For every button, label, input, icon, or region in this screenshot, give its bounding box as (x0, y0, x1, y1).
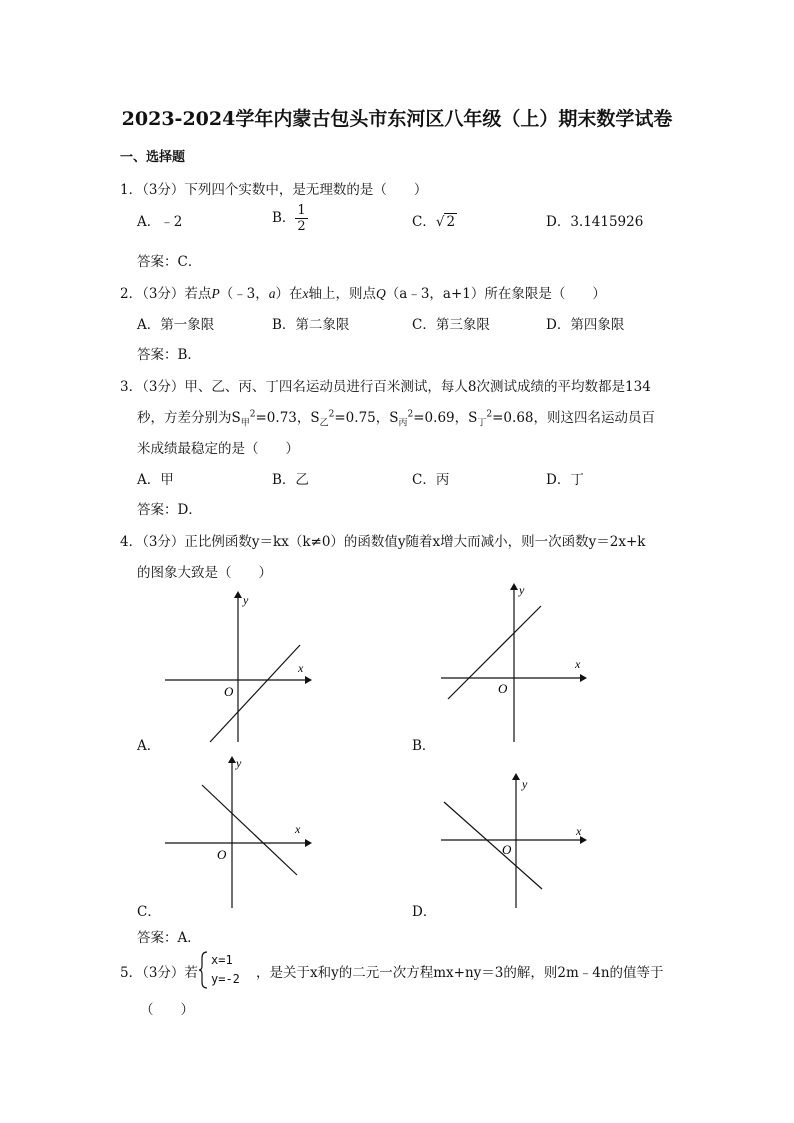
q2-stem (120, 282, 606, 302)
x-axis-arrow-icon (305, 839, 312, 847)
q4-answer: 答案：A． (137, 930, 201, 946)
q1-option-d: D．3.1415926 (546, 214, 644, 230)
q2-point-q: Q (376, 286, 386, 301)
fraction-numerator: 1 (297, 203, 306, 218)
q2-answer: 答案：B． (137, 347, 201, 363)
y-axis-arrow-icon (512, 773, 520, 780)
x-axis-arrow-icon (305, 676, 312, 684)
sup-2: 2 (328, 409, 335, 420)
y-axis-arrow-icon (510, 583, 518, 590)
system-brace-icon (199, 950, 209, 990)
graph-c (160, 755, 320, 915)
page-title: 2023-2024学年内蒙古包头市东河区八年级（上）期末数学试卷 (121, 108, 673, 130)
origin-label: O (224, 684, 234, 699)
origin-label: O (502, 842, 512, 857)
q1-option-b-prefix: B． (272, 210, 296, 226)
graph-b-label: B． (412, 738, 436, 754)
y-axis-label: y (243, 593, 249, 607)
system-eq1: x=1 (211, 953, 233, 967)
q2-stem-mid1: （﹣3， (219, 286, 269, 302)
sup-2: 2 (486, 409, 493, 420)
q2-stem-pre: 2．（3分）若点 (120, 286, 212, 302)
q2-option-c: C．第三象限 (412, 317, 490, 333)
q3-line1: 3．（3分）甲、乙、丙、丁四名运动员进行百米测试，每人8次测试成绩的平均数都是134 (120, 379, 651, 395)
q3-v2: =0.75，S (334, 410, 399, 426)
q2-stem-mid2: ）在 (275, 286, 303, 302)
graph-c-label: C． (137, 904, 161, 920)
x-axis-arrow-icon (580, 674, 587, 682)
y-axis-arrow-icon (234, 591, 242, 598)
origin-label: O (217, 847, 227, 862)
sub-yi: 乙 (319, 418, 329, 429)
graph-d (438, 772, 598, 912)
q5-post: ，是关于x和y的二元一次方程mx+ny＝3的解，则2m﹣4n的值等于 (256, 965, 664, 981)
sub-ding: 丁 (477, 418, 487, 429)
graph-a (160, 590, 320, 750)
sqrt-expression: √ 2 (435, 214, 456, 230)
q1-option-c (412, 210, 457, 230)
x-axis-label: x (575, 657, 581, 671)
y-axis-arrow-icon (228, 756, 236, 763)
q2-var-x: x (302, 286, 309, 301)
x-axis-label: x (298, 661, 304, 675)
y-axis-label: y (522, 777, 528, 791)
sub-jia: 甲 (240, 418, 250, 429)
q5-line2: （ ） (140, 1002, 194, 1018)
q3-line3: 米成绩最稳定的是（ ） (137, 441, 299, 457)
sup-2: 2 (249, 409, 256, 420)
q2-option-b: B．第二象限 (272, 317, 350, 333)
q4-line2: 的图象大致是（ ） (137, 565, 272, 581)
q3-v1: =0.73，S (255, 410, 320, 426)
q2-option-a: A．第一象限 (137, 317, 215, 333)
graph-a-label: A． (137, 738, 161, 754)
q3-option-b: B．乙 (272, 472, 309, 488)
sup-2: 2 (407, 409, 414, 420)
sub-bing: 丙 (398, 418, 408, 429)
x-axis-label: x (295, 822, 301, 836)
fraction-denominator: 2 (297, 219, 306, 234)
q1-option-c-prefix: C． (412, 214, 436, 230)
q1-option-a: A．﹣2 (137, 214, 183, 230)
q5-pre: 5．（3分）若 (120, 965, 198, 981)
q3-line2-a: 秒，方差分别为S (137, 410, 241, 426)
system-eq2: y=-2 (211, 972, 240, 986)
q3-option-d: D．丁 (546, 472, 584, 488)
function-line (444, 802, 542, 889)
function-line (448, 606, 541, 699)
q2-var-a: a (268, 286, 276, 301)
fraction (295, 203, 307, 234)
origin-label: O (498, 681, 508, 696)
q1-answer: 答案：C． (137, 254, 202, 270)
y-axis-label: y (236, 756, 242, 770)
q2-stem-mid4: （a﹣3，a+1）所在象限是（ ） (385, 286, 606, 302)
y-axis-label: y (519, 583, 525, 597)
q3-v3: =0.69，S (413, 410, 478, 426)
q3-v4: =0.68，则这四名运动员百 (492, 410, 655, 426)
q4-line1: 4．（3分）正比例函数y＝kx（k≠0）的函数值y随着x增大而减小，则一次函数y＝2x+k (120, 534, 646, 550)
q3-answer: 答案：D． (137, 502, 202, 518)
q2-stem-mid3: 轴上，则点 (308, 286, 377, 302)
q1-stem: 1．（3分）下列四个实数中，是无理数的是（ ） (120, 182, 428, 198)
q2-option-d: D．第四象限 (546, 317, 625, 333)
section-heading: 一、选择题 (120, 150, 186, 165)
q1-option-b (272, 203, 308, 234)
radicand: 2 (446, 214, 456, 230)
x-axis-label: x (576, 824, 582, 838)
graph-b (438, 582, 598, 747)
q2-point-p: P (211, 286, 220, 301)
q3-option-a: A．甲 (137, 472, 174, 488)
q3-line2 (137, 406, 655, 429)
q3-option-c: C．丙 (412, 472, 450, 488)
graph-d-label: D． (412, 904, 437, 920)
